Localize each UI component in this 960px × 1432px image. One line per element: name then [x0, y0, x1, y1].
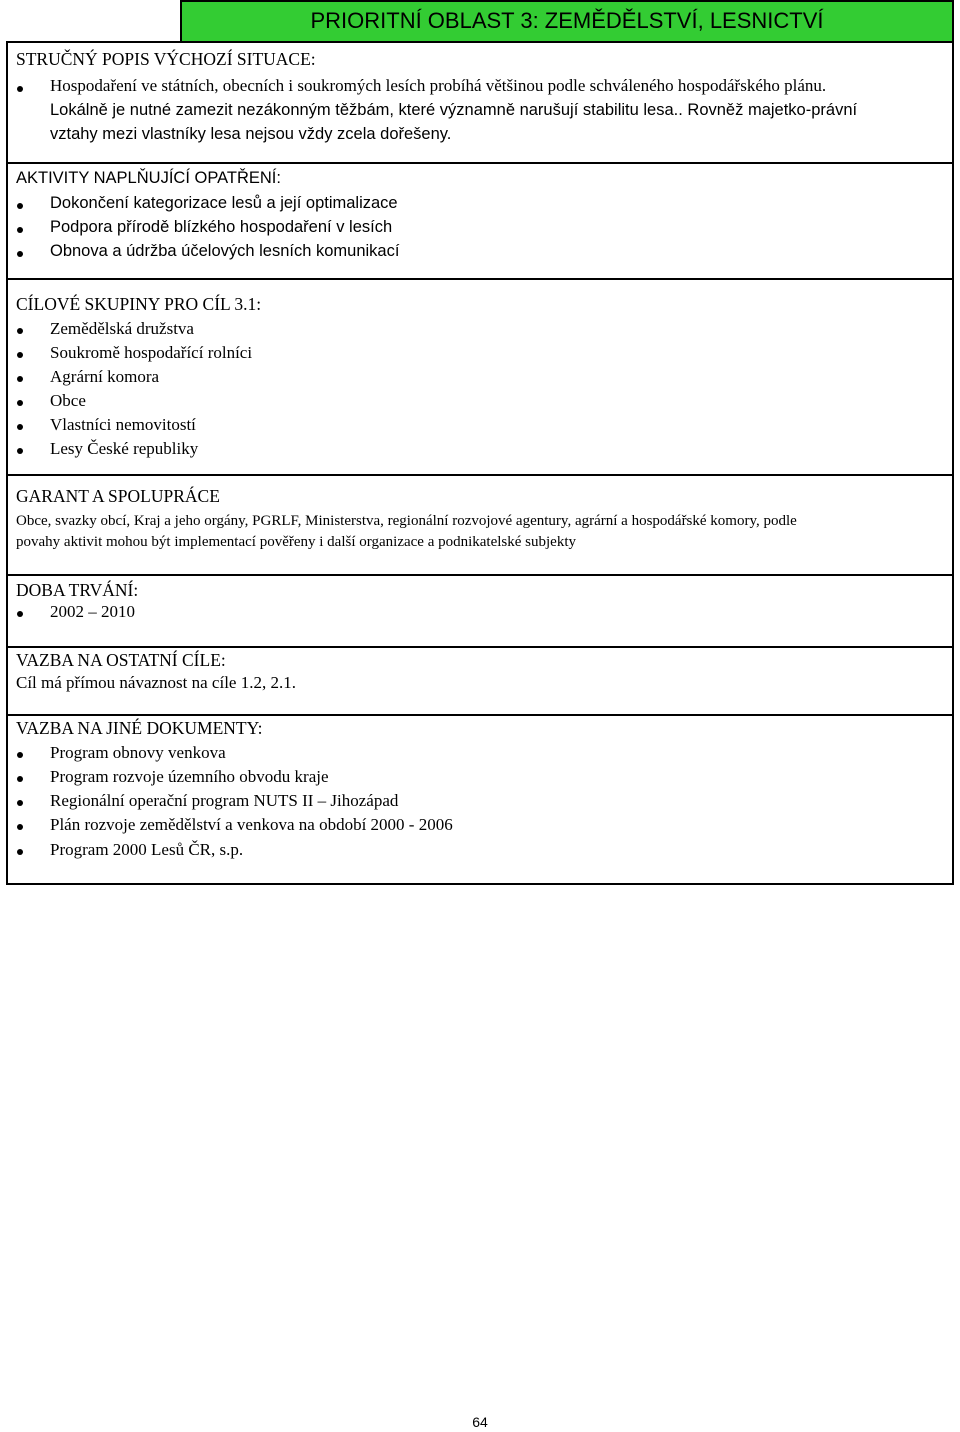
dokument-item: Program rozvoje územního obvodu kraje [50, 767, 329, 786]
popis-line: Lokálně je nutné zamezit nezákonným těžbám, které významně narušují stabilitu lesa.. Rovněž majetko-právní [50, 101, 858, 119]
skupiny-item: Agrární komora [50, 367, 160, 386]
bullet-icon [17, 752, 23, 758]
aktivity-item: Podpora přírodě blízkého hospodaření v lesích [50, 218, 393, 236]
bullet-icon [17, 328, 23, 334]
aktivity-item: Obnova a údržba účelových lesních komunikací [50, 242, 400, 260]
garant-line: povahy aktivit mohou být implementací pověřeny i další organizace a podnikatelské subjekty [16, 534, 576, 550]
dokument-item: Program 2000 Lesů ČR, s.p. [50, 840, 244, 859]
bullet-icon [17, 849, 23, 855]
title-bar [180, 0, 954, 41]
bullet-icon [17, 86, 23, 92]
section-doba [6, 576, 954, 648]
vazba-dokumenty-heading: VAZBA NA JINÉ DOKUMENTY: [16, 718, 263, 738]
garant-line: Obce, svazky obcí, Kraj a jeho orgány, PGRLF, Ministerstva, regionální rozvojové agentury, agrární a hospodářské komory, podle [16, 513, 797, 529]
bullet-icon [17, 227, 23, 233]
page-title: PRIORITNÍ OBLAST 3: ZEMĚDĚLSTVÍ, LESNICTVÍ [310, 8, 824, 33]
bullet-icon [17, 376, 23, 382]
vazba-cile-heading: VAZBA NA OSTATNÍ CÍLE: [16, 650, 226, 670]
skupiny-heading: CÍLOVÉ SKUPINY PRO CÍL 3.1: [16, 294, 262, 314]
section-vazba-cile [6, 648, 954, 716]
dokument-item: Regionální operační program NUTS II – Jihozápad [50, 791, 399, 810]
bullet-icon [17, 611, 23, 617]
popis-heading: STRUČNÝ POPIS VÝCHOZÍ SITUACE: [16, 49, 316, 69]
bullet-icon [17, 824, 23, 830]
bullet-icon [17, 424, 23, 430]
section-aktivity [6, 164, 954, 280]
skupiny-item: Obce [50, 391, 86, 410]
aktivity-item: Dokončení kategorizace lesů a její optimalizace [50, 194, 398, 212]
bullet-icon [17, 776, 23, 782]
skupiny-item: Vlastníci nemovitostí [50, 415, 196, 434]
doba-item: 2002 – 2010 [50, 602, 135, 621]
section-skupiny [6, 280, 954, 476]
popis-line: vztahy mezi vlastníky lesa nejsou vždy zcela dořešeny. [50, 125, 452, 143]
bullet-icon [17, 203, 23, 209]
popis-line: Hospodaření ve státních, obecních i soukromých lesích probíhá většinou podle schváleného hospodářského plánu. [50, 76, 827, 95]
vazba-cile-text: Cíl má přímou návaznost na cíle 1.2, 2.1. [16, 673, 296, 692]
bullet-icon [17, 400, 23, 406]
bullet-icon [17, 251, 23, 257]
skupiny-item: Soukromě hospodařící rolníci [50, 343, 253, 362]
doba-heading: DOBA TRVÁNÍ: [16, 580, 139, 600]
page-number: 64 [472, 1414, 488, 1430]
section-popis [6, 41, 954, 164]
bullet-icon [17, 352, 23, 358]
garant-heading: GARANT A SPOLUPRÁCE [16, 486, 220, 506]
section-garant [6, 476, 954, 576]
bullet-icon [17, 448, 23, 454]
dokument-item: Program obnovy venkova [50, 743, 226, 762]
dokument-item: Plán rozvoje zemědělství a venkova na období 2000 - 2006 [50, 815, 453, 834]
section-vazba-dokumenty [6, 716, 954, 885]
skupiny-item: Zemědělská družstva [50, 319, 194, 338]
bullet-icon [17, 800, 23, 806]
skupiny-item: Lesy České republiky [50, 439, 199, 458]
aktivity-heading: AKTIVITY NAPLŇUJÍCÍ OPATŘENÍ: [16, 169, 281, 187]
